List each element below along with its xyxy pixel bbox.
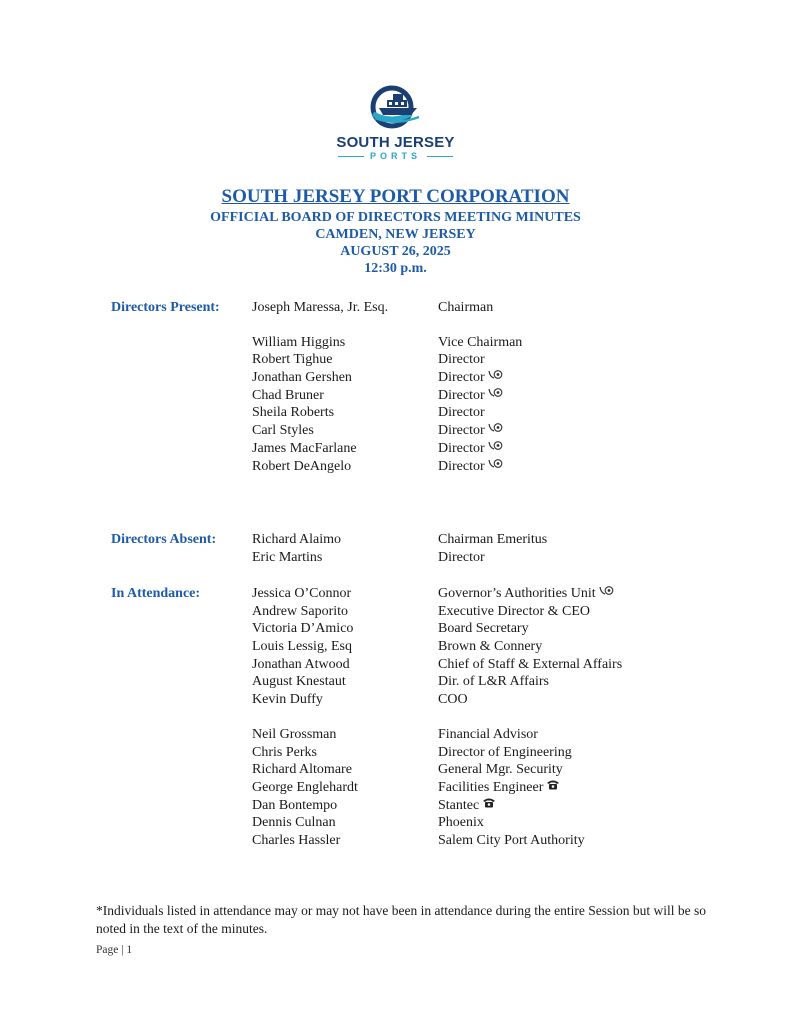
person-title: Chairman [438,300,494,315]
person-title: Vice Chairman [438,334,523,350]
person-name: Victoria D’Amico [252,621,354,637]
person-row [252,744,752,762]
person-row [252,549,752,567]
person-name: Robert Tighue [252,352,333,368]
person-name: Chad Bruner [252,387,324,403]
person-title: Director [438,440,485,456]
person-row [252,440,752,458]
person-row [252,458,752,476]
person-row [252,779,752,797]
video-call-icon [488,387,504,398]
person-title: General Mgr. Security [438,762,563,778]
corporation-title: SOUTH JERSEY PORT CORPORATION [221,186,570,207]
video-call-icon [488,440,504,451]
person-title: Brown & Connery [438,639,543,655]
directors-present-label: Directors Present: [111,300,220,315]
person-title: Director [438,405,485,421]
person-row [252,404,752,422]
person-title: Executive Director & CEO [438,603,591,619]
person-name: Richard Altomare [252,762,352,778]
person-row [252,369,752,387]
person-name: August Knestaut [252,674,346,690]
person-row [252,814,752,832]
video-call-icon [599,585,615,596]
person-title: Director of Engineering [438,744,572,760]
person-title: Director [438,352,485,368]
logo-text-primary: SOUTH JERSEY [336,134,455,151]
person-title: Chairman Emeritus [438,532,548,547]
person-title: Board Secretary [438,621,529,637]
person-row [252,638,752,656]
directors-present-members [252,334,752,476]
logo [0,84,791,161]
person-row [252,531,752,549]
person-row [252,673,752,691]
person-title: Financial Advisor [438,726,538,742]
person-title: Salem City Port Authority [438,832,585,848]
person-row [252,585,752,603]
person-name: Joseph Maressa, Jr. Esq. [252,300,389,315]
meeting-subtitle: OFFICIAL BOARD OF DIRECTORS MEETING MINUTES [210,210,581,225]
logo-rule-right [427,156,453,157]
attendance-footnote: *Individuals listed in attendance may or may not have been in attendance during the entire Session but will be so noted in the text of the minutes. [96,903,706,936]
person-title: Dir. of L&R Affairs [438,674,549,690]
person-name: Andrew Saporito [252,603,349,619]
person-row [252,422,752,440]
telephone-icon [482,797,496,808]
person-name: James MacFarlane [252,440,357,456]
logo-text-ports: PORTS [369,151,421,161]
person-title: Director [438,423,485,439]
person-row [252,620,752,638]
video-call-icon [488,422,504,433]
person-row [252,726,752,744]
person-row [252,832,752,850]
person-name: Dan Bontempo [252,797,338,813]
person-row [252,334,752,352]
person-row [252,691,752,709]
logo-text-secondary [0,151,791,161]
person-name: Eric Martins [252,549,323,565]
minutes-header [0,186,791,277]
person-title: COO [438,692,468,708]
person-row [252,603,752,621]
in-attendance-list [252,585,752,850]
telephone-icon [546,779,560,790]
person-title: Facilities Engineer [438,779,544,795]
person-name: Louis Lessig, Esq [252,639,352,655]
logo-rule-left [338,156,364,157]
person-row [252,761,752,779]
person-name: Kevin Duffy [252,692,323,708]
person-title: Director [438,387,485,403]
person-name: Richard Alaimo [252,532,342,547]
person-name: Robert DeAngelo [252,458,352,474]
person-title: Stantec [438,797,480,813]
person-name: George Englehardt [252,779,358,795]
person-name: Jonathan Atwood [252,656,350,672]
attendance-group-advisors [252,726,752,850]
person-name: Jessica O’Connor [252,586,352,601]
meeting-time: 12:30 p.m. [364,261,427,276]
person-title: Chief of Staff & External Affairs [438,656,623,672]
directors-absent-list [252,531,752,566]
attendance-group-staff [252,585,752,709]
chairman-row [252,299,752,317]
person-name: Jonathan Gershen [252,370,352,386]
person-name: Neil Grossman [252,726,337,742]
person-row [252,387,752,405]
person-title: Director [438,549,485,565]
page-number: Page | 1 [96,944,133,956]
person-row [252,351,752,369]
person-title: Director [438,458,485,474]
meeting-date: AUGUST 26, 2025 [340,244,451,259]
video-call-icon [488,458,504,469]
person-title: Director [438,370,485,386]
person-name: Chris Perks [252,744,317,760]
ship-logo-icon [367,84,425,130]
directors-absent-label: Directors Absent: [111,532,217,547]
person-title: Governor’s Authorities Unit [438,586,596,601]
person-name: William Higgins [252,334,346,350]
directors-present-list [252,299,752,475]
person-row [252,656,752,674]
in-attendance-label: In Attendance: [111,586,201,601]
person-name: Dennis Culnan [252,815,336,831]
person-name: Sheila Roberts [252,405,335,421]
meeting-location: CAMDEN, NEW JERSEY [315,227,476,242]
person-name: Carl Styles [252,423,314,439]
person-title: Phoenix [438,815,484,831]
person-name: Charles Hassler [252,832,341,848]
video-call-icon [488,369,504,380]
person-row [252,797,752,815]
